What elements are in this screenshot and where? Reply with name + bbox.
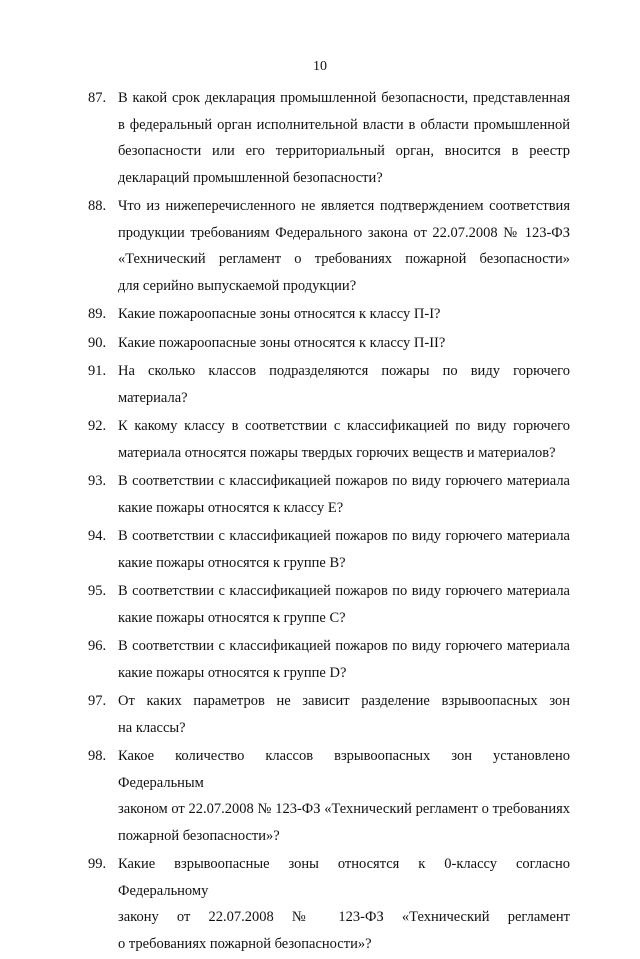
question-text-line: Какие пожароопасные зоны относятся к классу П-II? bbox=[118, 334, 446, 351]
question-text bbox=[118, 413, 570, 466]
question-text-line: продукции требованиям Федерального закона от 22.07.2008 № 123-ФЗ bbox=[118, 224, 570, 241]
question-text-line: Какое количество классов взрывоопасных зон установлено Федеральным bbox=[118, 748, 570, 791]
question-text-line: в федеральный орган исполнительной власти в области промышленной bbox=[118, 116, 570, 133]
question-number: 90. bbox=[88, 334, 107, 351]
question-text bbox=[118, 468, 570, 521]
question-item bbox=[88, 633, 570, 686]
question-text-line: какие пожары относятся к классу Е? bbox=[118, 499, 344, 516]
question-text-line: какие пожары относятся к группе В? bbox=[118, 554, 346, 571]
question-text bbox=[118, 330, 570, 357]
question-text-line: на классы? bbox=[118, 719, 186, 736]
question-item bbox=[88, 301, 570, 328]
question-number: 93. bbox=[88, 473, 107, 489]
question-text bbox=[118, 688, 570, 741]
question-text bbox=[118, 743, 570, 849]
question-text-line: закону от 22.07.2008 № 123-ФЗ «Технический регламент bbox=[118, 909, 570, 925]
question-number: 97. bbox=[88, 693, 107, 709]
question-text-line: законом от 22.07.2008 № 123-ФЗ «Технический регламент о требованиях bbox=[118, 801, 570, 817]
question-item bbox=[88, 578, 570, 631]
question-item bbox=[88, 743, 570, 849]
question-item bbox=[88, 851, 570, 957]
question-text bbox=[118, 578, 570, 631]
question-number: 96. bbox=[88, 638, 107, 654]
question-list bbox=[88, 85, 570, 959]
question-number: 87. bbox=[88, 90, 107, 106]
question-text-line: «Технический регламент о требованиях пожарной безопасности» bbox=[118, 251, 570, 267]
question-text bbox=[118, 85, 570, 191]
question-item bbox=[88, 688, 570, 741]
question-text-line: какие пожары относятся к группе С? bbox=[118, 609, 346, 626]
question-text-line: деклараций промышленной безопасности? bbox=[118, 169, 383, 186]
question-text-line: В соответствии с классификацией пожаров по виду горючего материала bbox=[118, 638, 570, 654]
question-item bbox=[88, 468, 570, 521]
question-text bbox=[118, 358, 570, 411]
question-number: 98. bbox=[88, 748, 107, 764]
question-text-line: В соответствии с классификацией пожаров по виду горючего материала bbox=[118, 528, 570, 544]
question-text-line: В соответствии с классификацией пожаров по виду горючего материала bbox=[118, 473, 570, 489]
page-number: 10 bbox=[313, 59, 327, 74]
question-text bbox=[118, 193, 570, 299]
question-text-line: для серийно выпускаемой продукции? bbox=[118, 277, 357, 294]
question-number: 91. bbox=[88, 363, 107, 379]
question-item bbox=[88, 358, 570, 411]
question-item bbox=[88, 413, 570, 466]
question-text bbox=[118, 301, 570, 328]
question-item bbox=[88, 523, 570, 576]
question-text-line: пожарной безопасности»? bbox=[118, 827, 280, 844]
question-item bbox=[88, 330, 570, 357]
question-number: 88. bbox=[88, 198, 107, 214]
question-text-line: Какие взрывоопасные зоны относятся к 0-классу согласно Федеральному bbox=[118, 856, 570, 899]
question-text-line: От каких параметров не зависит разделение взрывоопасных зон bbox=[118, 693, 570, 709]
question-text-line: В какой срок декларация промышленной безопасности, представленная bbox=[118, 90, 570, 106]
question-number: 89. bbox=[88, 306, 107, 322]
question-item bbox=[88, 85, 570, 191]
question-number: 94. bbox=[88, 528, 107, 544]
question-text-line: К какому классу в соответствии с классификацией по виду горючего bbox=[118, 418, 570, 434]
question-text bbox=[118, 851, 570, 957]
question-number: 95. bbox=[88, 583, 107, 599]
question-text-line: материала относятся пожары твердых горючих веществ и материалов? bbox=[118, 444, 556, 461]
question-text-line: безопасности или его территориальный орган, вносится в реестр bbox=[118, 143, 570, 159]
question-text bbox=[118, 633, 570, 686]
question-number: 99. bbox=[88, 856, 107, 872]
question-text-line: какие пожары относятся к группе D? bbox=[118, 664, 347, 681]
question-text-line: материала? bbox=[118, 389, 188, 406]
question-text-line: На сколько классов подразделяются пожары по виду горючего bbox=[118, 363, 570, 379]
question-text-line: В соответствии с классификацией пожаров по виду горючего материала bbox=[118, 583, 570, 599]
question-text-line: Что из нижеперечисленного не является подтверждением соответствия bbox=[118, 198, 570, 214]
question-number: 92. bbox=[88, 418, 107, 434]
question-text bbox=[118, 523, 570, 576]
question-text-line: о требованиях пожарной безопасности»? bbox=[118, 935, 372, 952]
question-item bbox=[88, 193, 570, 299]
question-text-line: Какие пожароопасные зоны относятся к классу П-I? bbox=[118, 306, 441, 322]
